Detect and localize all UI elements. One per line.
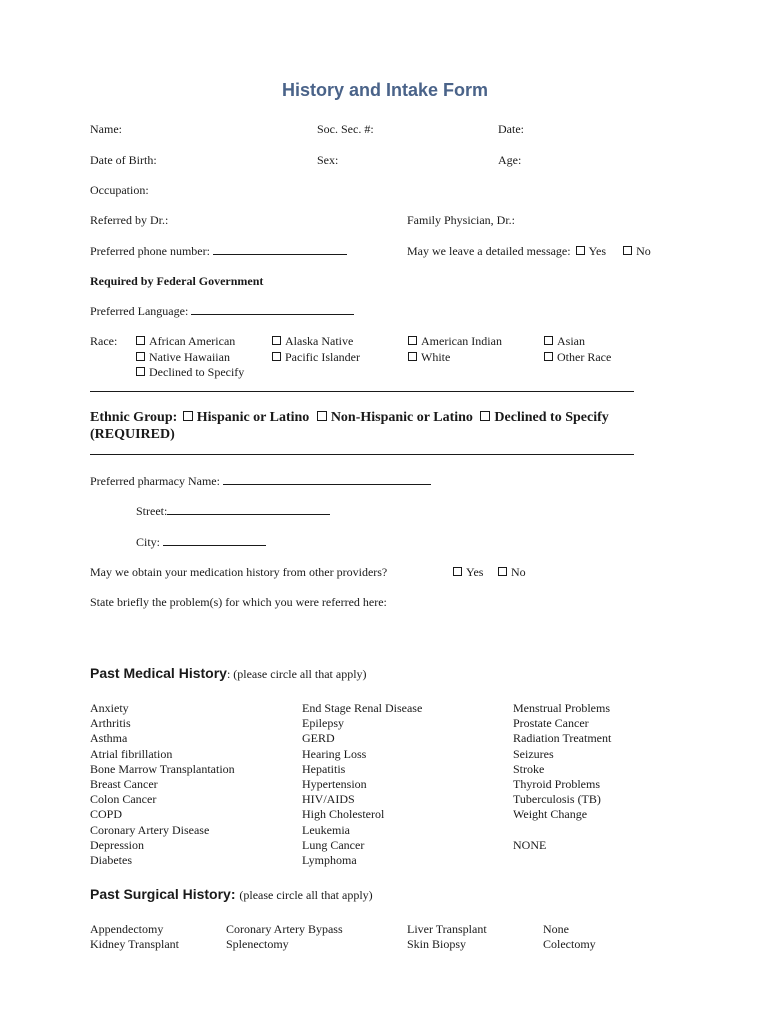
race-option[interactable]: Alaska Native [272,334,353,349]
psh-note: (please circle all that apply) [239,888,373,902]
family-physician-label: Family Physician, Dr.: [407,213,515,227]
condition-item[interactable]: Anxiety [90,701,129,715]
street-input-line[interactable] [167,504,330,515]
city-label: City: [136,535,161,549]
condition-item[interactable]: HIV/AIDS [302,792,355,807]
checkbox-icon[interactable] [136,336,145,345]
history-yes[interactable]: Yes [453,565,483,580]
checkbox-icon[interactable] [136,367,145,376]
phone-label: Preferred phone number: [90,244,210,258]
surgery-item[interactable]: Skin Biopsy [407,937,467,951]
checkbox-icon[interactable] [544,336,553,345]
federal-heading: Required by Federal Government [90,274,264,288]
surgery-item[interactable]: None [543,922,569,936]
pmh-column-1 [90,701,235,868]
condition-item[interactable]: Bone Marrow Transplantation [90,761,235,776]
condition-item[interactable]: Stroke [513,761,545,776]
condition-item[interactable]: Diabetes [90,852,132,867]
checkbox-icon[interactable] [544,352,553,361]
name-label: Name: [90,122,122,136]
ethnic-required: (REQUIRED) [90,427,175,442]
language-input-line[interactable] [191,304,354,315]
condition-item[interactable]: Prostate Cancer [513,716,589,731]
pmh-title: Past Medical History [90,665,227,681]
condition-item[interactable]: Leukemia [302,822,350,837]
condition-item[interactable]: End Stage Renal Disease [302,701,423,715]
condition-item[interactable]: Radiation Treatment [513,731,612,746]
condition-item[interactable]: Seizures [513,746,554,761]
language-label: Preferred Language: [90,304,189,318]
race-option[interactable]: White [408,350,450,365]
condition-item[interactable]: Coronary Artery Disease [90,822,210,837]
pharmacy-name-input-line[interactable] [223,474,431,485]
pharmacy-name-label: Preferred pharmacy Name: [90,474,220,488]
condition-item-none[interactable]: NONE [513,837,547,852]
condition-item[interactable]: Breast Cancer [90,776,158,791]
divider [90,391,634,392]
date-label: Date: [498,122,524,136]
condition-item[interactable]: Lymphoma [302,852,357,867]
race-option[interactable]: American Indian [408,334,502,349]
condition-item[interactable]: Tuberculosis (TB) [513,792,601,807]
condition-item[interactable]: COPD [90,807,123,822]
message-yes-checkbox[interactable] [576,246,585,255]
surgery-item[interactable]: Liver Transplant [407,922,487,936]
race-option[interactable]: Other Race [544,350,611,365]
surgery-item[interactable]: Coronary Artery Bypass [226,922,343,936]
history-no[interactable]: No [498,565,526,580]
phone-row [90,244,347,259]
condition-spacer [513,823,611,838]
race-option[interactable]: Asian [544,334,585,349]
condition-item[interactable]: Asthma [90,731,128,746]
ethnic-declined-label: Declined to Specify [494,410,609,425]
non-hispanic-checkbox[interactable] [317,411,327,421]
city-row [136,535,266,550]
pmh-heading [90,665,367,682]
message-question: May we leave a detailed message: [407,244,571,258]
message-no-checkbox[interactable] [623,246,632,255]
checkbox-icon[interactable] [453,567,462,576]
hispanic-checkbox[interactable] [183,411,193,421]
ethnic-label: Ethnic Group: [90,410,178,425]
psh-heading [90,886,373,903]
pmh-note: : (please circle all that apply) [226,667,367,681]
condition-item[interactable]: Hearing Loss [302,746,367,761]
condition-item[interactable]: Colon Cancer [90,792,157,807]
checkbox-icon[interactable] [272,352,281,361]
condition-item[interactable]: High Cholesterol [302,807,385,822]
non-hispanic-label: Non-Hispanic or Latino [330,410,473,425]
checkbox-icon[interactable] [272,336,281,345]
checkbox-icon[interactable] [408,336,417,345]
condition-item[interactable]: Epilepsy [302,716,344,731]
age-label: Age: [498,153,522,167]
language-row [90,304,354,319]
condition-item[interactable]: Hypertension [302,776,367,791]
divider [90,454,634,455]
checkbox-icon[interactable] [408,352,417,361]
ethnic-row [90,410,609,426]
race-option[interactable]: African American [136,334,235,349]
psh-title: Past Surgical History: [90,886,236,902]
pharmacy-row [90,474,431,489]
race-option[interactable]: Native Hawaiian [136,350,230,365]
pmh-column-2 [302,701,422,868]
race-option[interactable]: Pacific Islander [272,350,360,365]
condition-item[interactable]: Menstrual Problems [513,701,610,715]
condition-item[interactable]: Arthritis [90,716,131,731]
message-yes-label: Yes [588,244,607,258]
race-option[interactable]: Declined to Specify [136,365,244,380]
problem-prompt: State briefly the problem(s) for which you were referred here: [90,595,387,609]
message-row [407,244,651,259]
message-no-label: No [636,244,651,258]
pmh-column-3 [513,701,611,853]
condition-item[interactable]: Lung Cancer [302,837,365,852]
hispanic-label: Hispanic or Latino [196,410,310,425]
condition-item[interactable]: Weight Change [513,807,588,822]
street-row [136,504,330,519]
surgery-item[interactable]: Kidney Transplant [90,937,180,951]
checkbox-icon[interactable] [498,567,507,576]
surgery-item[interactable]: Appendectomy [90,922,164,936]
checkbox-icon[interactable] [136,352,145,361]
city-input-line[interactable] [163,535,266,546]
condition-item[interactable]: Atrial fibrillation [90,746,173,761]
page-title: History and Intake Form [281,80,489,100]
referred-by-label: Referred by Dr.: [90,213,169,227]
street-label: Street: [136,504,168,518]
condition-item[interactable]: Depression [90,837,144,852]
sex-label: Sex: [317,153,339,167]
dob-label: Date of Birth: [90,153,157,167]
condition-item[interactable]: Thyroid Problems [513,776,600,791]
condition-item[interactable]: Hepatitis [302,761,346,776]
surgery-item[interactable]: Colectomy [543,937,596,951]
ssn-label: Soc. Sec. #: [317,122,374,136]
surgery-item[interactable]: Splenectomy [226,937,289,951]
ethnic-declined-checkbox[interactable] [480,411,490,421]
race-label: Race: [90,334,118,348]
history-question: May we obtain your medication history from other providers? [90,565,388,579]
condition-item[interactable]: GERD [302,731,335,746]
occupation-label: Occupation: [90,183,149,197]
phone-input-line[interactable] [213,244,347,255]
